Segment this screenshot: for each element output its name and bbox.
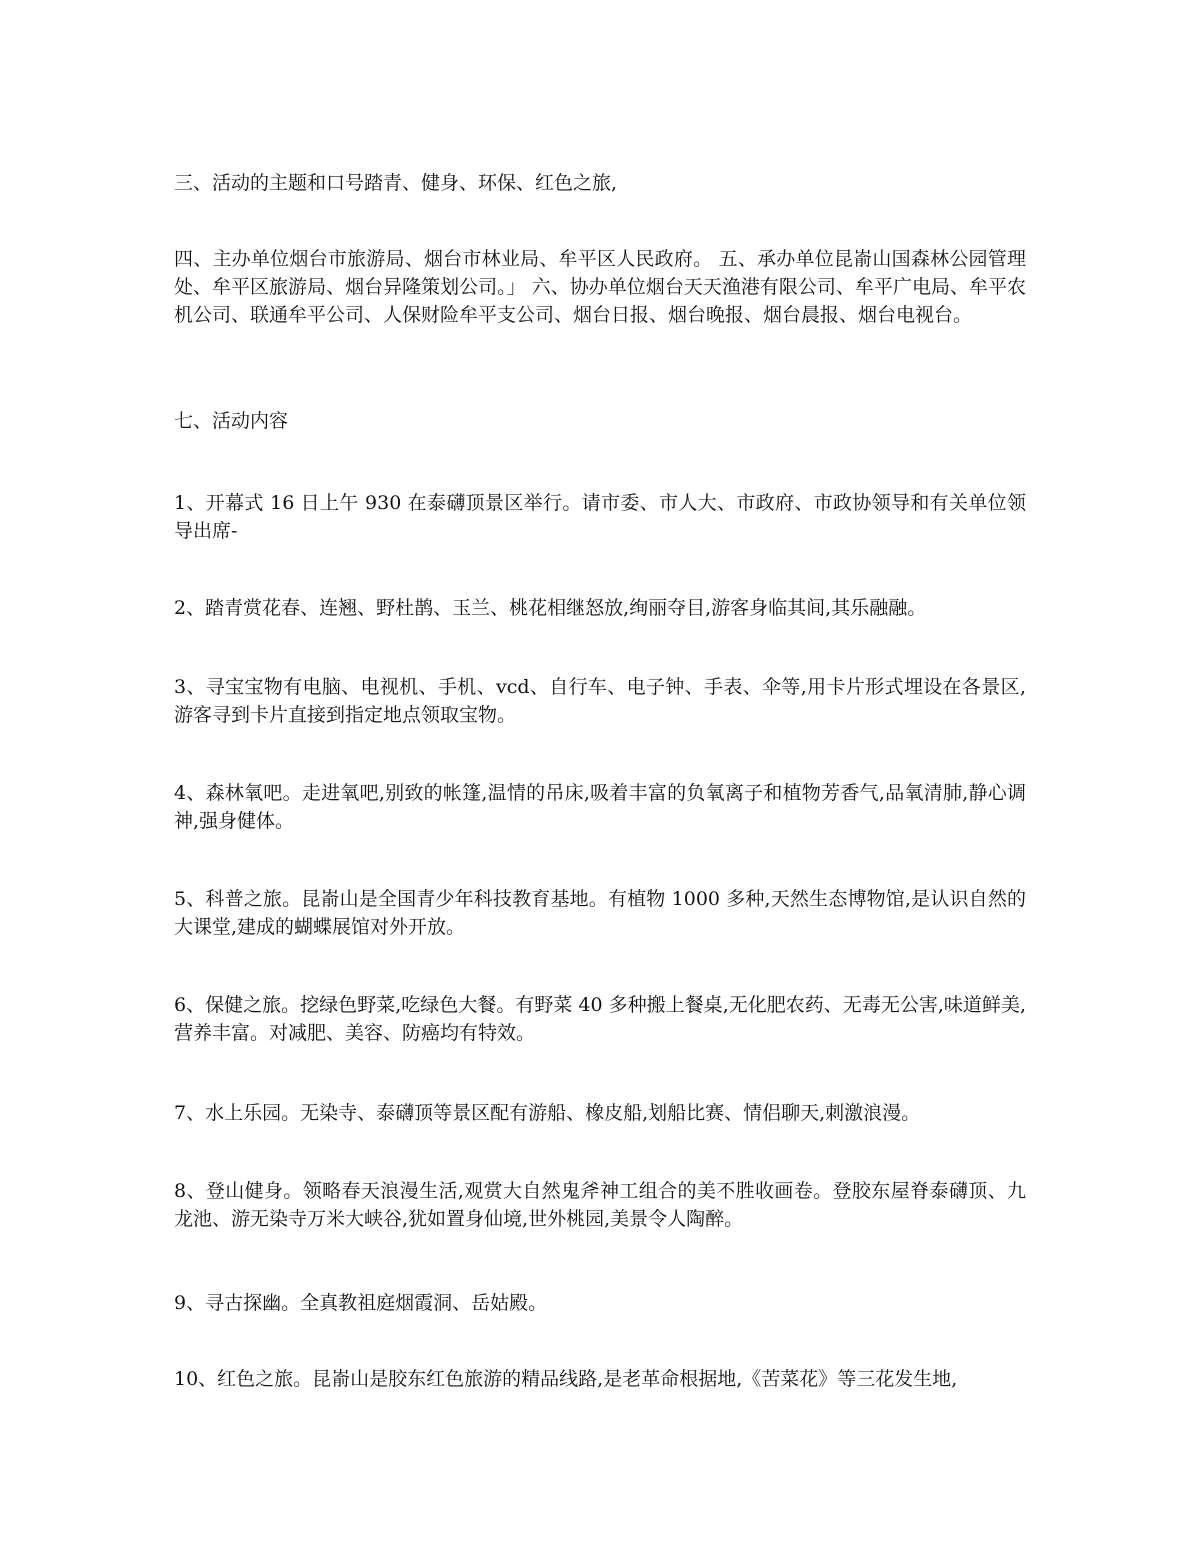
paragraph-item-6-health: 6、保健之旅。挖绿色野菜,吃绿色大餐。有野菜 40 多种搬上餐桌,无化肥农药、无毒无公害,味道鲜美,营养丰富。对减肥、美容、防癌均有特效。 <box>174 994 1026 1044</box>
paragraph-theme-slogan: 三、活动的主题和口号踏青、健身、环保、红色之旅, <box>174 172 618 194</box>
paragraph-item-2-flowers: 2、踏青赏花春、连翘、野杜鹊、玉兰、桃花相继怒放,绚丽夺目,游客身临其间,其乐融融。 <box>174 597 927 619</box>
paragraph-organizers: 四、主办单位烟台市旅游局、烟台市林业局、牟平区人民政府。 五、承办单位昆嵛山国森林公园管理处、牟平区旅游局、烟台异隆策划公司。」 六、协办单位烟台天天渔港有限公司、牟平广电局、牟平农机公司、联通牟平公司、人保财险牟平支公司、烟台日报、烟台晚报、烟台晨报、烟台电视台。 <box>174 248 1026 326</box>
paragraph-item-7-water-park: 7、水上乐园。无染寺、泰礴顶等景区配有游船、橡皮船,划船比赛、情侣聊天,刺激浪漫。 <box>174 1102 921 1124</box>
paragraph-item-5-science: 5、科普之旅。昆嵛山是全国青少年科技教育基地。有植物 1000 多种,天然生态博物馆,是认识自然的大课堂,建成的蝴蝶展馆对外开放。 <box>174 888 1026 938</box>
paragraph-item-3-treasure: 3、寻宝宝物有电脑、电视机、手机、vcd、自行车、电子钟、手表、伞等,用卡片形式埋设在各景区,游客寻到卡片直接到指定地点领取宝物。 <box>174 676 1026 726</box>
paragraph-item-10-red-tour: 10、红色之旅。昆嵛山是胶东红色旅游的精品线路,是老革命根据地,《苦菜花》等三花发生地, <box>174 1368 958 1390</box>
paragraph-item-1-opening: 1、开幕式 16 日上午 930 在泰礴顶景区举行。请市委、市人大、市政府、市政协领导和有关单位领导出席- <box>174 492 1026 542</box>
paragraph-item-4-oxygen-bar: 4、森林氧吧。走进氧吧,别致的帐篷,温情的吊床,吸着丰富的负氧离子和植物芳香气,品氧清肺,静心调神,强身健体。 <box>174 782 1026 832</box>
paragraph-item-8-hiking: 8、登山健身。领略春天浪漫生活,观赏大自然鬼斧神工组合的美不胜收画卷。登胶东屋脊泰礴顶、九龙池、游无染寺万米大峡谷,犹如置身仙境,世外桃园,美景令人陶醉。 <box>174 1180 1026 1230</box>
paragraph-activity-content-heading: 七、活动内容 <box>174 410 289 432</box>
paragraph-item-9-ancient: 9、寻古探幽。全真教祖庭烟霞洞、岳姑殿。 <box>174 1292 548 1314</box>
